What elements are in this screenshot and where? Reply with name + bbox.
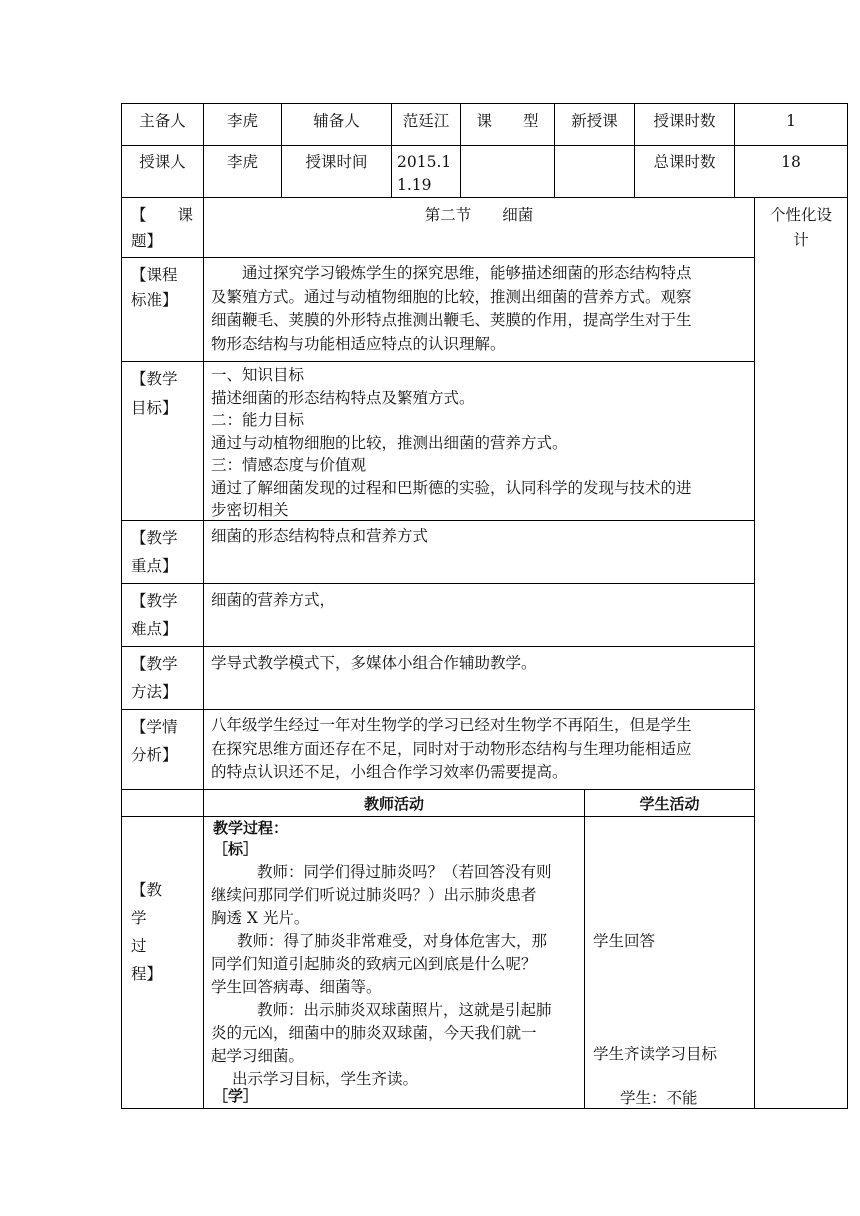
standard-line: 通过探究学习锻炼学生的探究思维，能够描述细菌的形态结构特点: [242, 264, 692, 282]
student-activity-answer: 学生回答: [593, 932, 656, 950]
lesson-hours-value: 1: [786, 112, 796, 130]
rule: [754, 197, 755, 1109]
goals-line: 三：情感态度与价值观: [211, 456, 367, 474]
preparer-label: 主备人: [139, 112, 186, 130]
teacher-activity-line: 出示学习目标，学生齐读。: [232, 1070, 419, 1088]
personalized-design-line2: 计: [793, 231, 809, 249]
standard-label-line2: 标准】: [131, 291, 178, 309]
analysis-line: 八年级学生经过一年对生物学的学习已经对生物学不再陌生，但是学生: [211, 716, 692, 734]
rule: [584, 789, 585, 1109]
teacher-activity-line: 教师：出示肺炎双球菌照片，这就是引起肺: [257, 1001, 552, 1019]
analysis-label-line1: 【学情: [131, 718, 178, 736]
process-label-line3: 过: [131, 937, 147, 955]
standard-line: 物形态结构与功能相适应特点的认识理解。: [211, 334, 506, 353]
student-activity-response: 学生：不能: [620, 1089, 698, 1107]
rule: [203, 103, 204, 1109]
standard-text: [211, 262, 751, 356]
total-hours-value: 18: [781, 153, 801, 171]
teacher-activity-line: 胸透 X 光片。: [211, 909, 310, 927]
process-label-line4: 程】: [131, 965, 163, 983]
goals-line: 通过了解细菌发现的过程和巴斯德的实验，认同科学的发现与技术的进: [211, 478, 692, 497]
teacher-activity-line: 继续问那同学们听说过肺炎吗？）出示肺炎患者: [211, 886, 537, 904]
section-marker-learn: ［学］: [213, 1087, 259, 1105]
method-text: 学导式教学模式下，多媒体小组合作辅助教学。: [211, 654, 537, 672]
analysis-line: 在探究思维方面还存在不足，同时对于动物形态结构与生理功能相适应: [211, 739, 692, 758]
key-points-label-line1: 【教学: [131, 529, 178, 547]
rule: [121, 789, 754, 790]
teacher-activity-line: 同学们知道引起肺炎的致病元凶到底是什么呢？: [211, 955, 537, 973]
standard-label-line1: 【课程: [131, 266, 178, 284]
method-label-line1: 【教学: [131, 655, 178, 673]
difficulty-text: 细菌的营养方式，: [211, 591, 336, 609]
teacher-activity-line: 教师：得了肺炎非常难受，对身体危害大，那: [237, 932, 548, 950]
rule: [121, 145, 847, 146]
teacher-activity-line: 学生回答病毒、细菌等。: [211, 978, 382, 996]
lesson-title: 第二节 细菌: [424, 206, 534, 224]
lesson-hours-label: 授课时数: [653, 112, 716, 130]
teacher-activity-text: [211, 861, 583, 1091]
goals-line: 步密切相关: [211, 501, 289, 519]
lesson-type-value: 新授课: [571, 112, 618, 130]
topic-label-line2: 题】: [131, 232, 163, 250]
topic-label-line1: 【 课: [131, 206, 194, 224]
rule: [121, 103, 847, 104]
preparer-value: 李虎: [226, 112, 258, 130]
key-points-label-line2: 重点】: [131, 557, 178, 575]
analysis-text: [211, 714, 751, 785]
key-points-text: 细菌的形态结构特点和营养方式: [211, 527, 429, 545]
student-activity-read-goals: 学生齐读学习目标: [593, 1045, 718, 1063]
assistant-label: 辅备人: [313, 112, 360, 130]
teaching-time-line2: 1.19: [397, 176, 432, 194]
rule: [121, 361, 754, 362]
rule: [847, 197, 848, 1109]
rule: [121, 1108, 847, 1109]
standard-line: 及繁殖方式。通过与动植物细胞的比较，推测出细菌的营养方式。观察: [211, 287, 692, 306]
difficulty-label-line1: 【教学: [131, 592, 178, 610]
total-hours-label: 总课时数: [653, 153, 716, 171]
teaching-time-label: 授课时间: [305, 153, 368, 171]
teacher-activity-line: 起学习细菌。: [211, 1047, 305, 1065]
teacher-activity-line: 炎的元凶，细菌中的肺炎双球菌，今天我们就一: [211, 1024, 537, 1042]
rule: [121, 197, 847, 198]
lesson-type-label: 课 型: [476, 112, 539, 130]
process-heading: 教学过程：: [213, 819, 289, 837]
rule: [121, 103, 122, 1109]
rule: [121, 257, 754, 258]
analysis-line: 的特点认识还不足，小组合作学习效率仍需要提高。: [211, 763, 568, 781]
teacher-activity-header: 教师活动: [363, 795, 424, 813]
assistant-value: 范廷江: [402, 112, 450, 130]
teacher-value: 李虎: [226, 153, 258, 171]
student-activity-header: 学生活动: [639, 795, 700, 813]
goals-line: 通过与动植物细胞的比较，推测出细菌的营养方式。: [211, 433, 568, 452]
goals-line: 描述细菌的形态结构特点及繁殖方式。: [211, 388, 475, 407]
method-label-line2: 方法】: [131, 683, 178, 701]
goals-text: [211, 364, 751, 522]
rule: [121, 646, 754, 647]
rule: [121, 816, 754, 817]
rule: [121, 583, 754, 584]
goals-line: 一、知识目标: [211, 366, 305, 384]
personalized-design-line1: 个性化设: [769, 206, 832, 224]
difficulty-label-line2: 难点】: [131, 620, 178, 638]
process-label-line1: 【教: [131, 881, 163, 899]
section-marker-standard: ［标］: [213, 840, 259, 858]
teaching-time-line1: 2015.1: [397, 153, 452, 171]
teacher-label: 授课人: [139, 153, 186, 171]
goals-label-line1: 【教学: [131, 370, 178, 388]
teacher-activity-line: 教师：同学们得过肺炎吗？（若回答没有则: [257, 863, 552, 881]
rule: [847, 103, 848, 198]
standard-line: 细菌鞭毛、荚膜的外形特点推测出鞭毛、荚膜的作用，提高学生对于生: [211, 311, 692, 329]
process-label-line2: 学: [131, 909, 147, 927]
goals-label-line2: 目标】: [131, 399, 178, 417]
analysis-label-line2: 分析】: [131, 746, 178, 764]
rule: [121, 709, 754, 710]
goals-line: 二：能力目标: [211, 411, 305, 429]
